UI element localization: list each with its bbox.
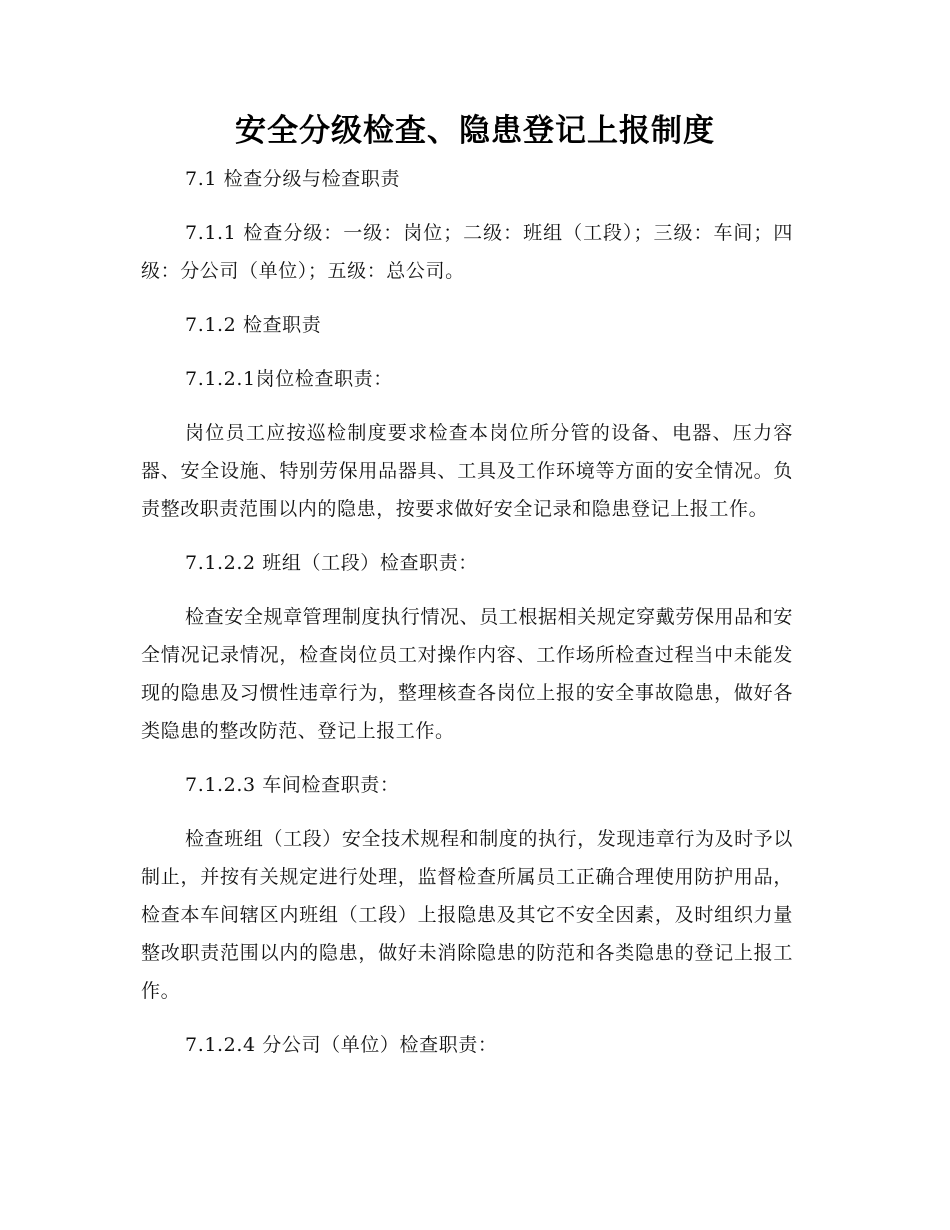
section-heading-7-1-2: 7.1.2 检查职责 xyxy=(185,314,322,336)
section-heading-7-1: 7.1 检查分级与检查职责 xyxy=(185,168,401,190)
paragraph-post-duties: 岗位员工应按巡检制度要求检查本岗位所分管的设备、电器、压力容器、安全设施、特别劳保用品器具、工具及工作环境等方面的安全情况。负责整改职责范围以内的隐患，按要求做好安全记录和隐患登记上报工作。 xyxy=(141,422,793,520)
section-heading-7-1-2-1: 7.1.2.1岗位检查职责： xyxy=(185,368,393,390)
section-heading-7-1-2-2: 7.1.2.2 班组（工段）检查职责： xyxy=(185,552,478,574)
paragraph-7-1-1: 7.1.1 检查分级：一级：岗位；二级：班组（工段）；三级：车间；四级：分公司（单位）；五级：总公司。 xyxy=(141,222,793,282)
document-title: 安全分级检查、隐患登记上报制度 xyxy=(235,113,715,149)
document-body xyxy=(141,160,793,1080)
paragraph-workshop-duties: 检查班组（工段）安全技术规程和制度的执行，发现违章行为及时予以制止，并按有关规定进行处理，监督检查所属员工正确合理使用防护用品，检查本车间辖区内班组（工段）上报隐患及其它不安全因素，及时组织力量整改职责范围以内的隐患，做好未消除隐患的防范和各类隐患的登记上报工作。 xyxy=(141,828,793,1002)
section-heading-7-1-2-3: 7.1.2.3 车间检查职责： xyxy=(185,774,400,796)
paragraph-team-duties: 检查安全规章管理制度执行情况、员工根据相关规定穿戴劳保用品和安全情况记录情况，检查岗位员工对操作内容、工作场所检查过程当中未能发现的隐患及习惯性违章行为，整理核查各岗位上报的安全事故隐患，做好各类隐患的整改防范、登记上报工作。 xyxy=(141,606,793,742)
section-heading-7-1-2-4: 7.1.2.4 分公司（单位）检查职责： xyxy=(185,1034,498,1056)
